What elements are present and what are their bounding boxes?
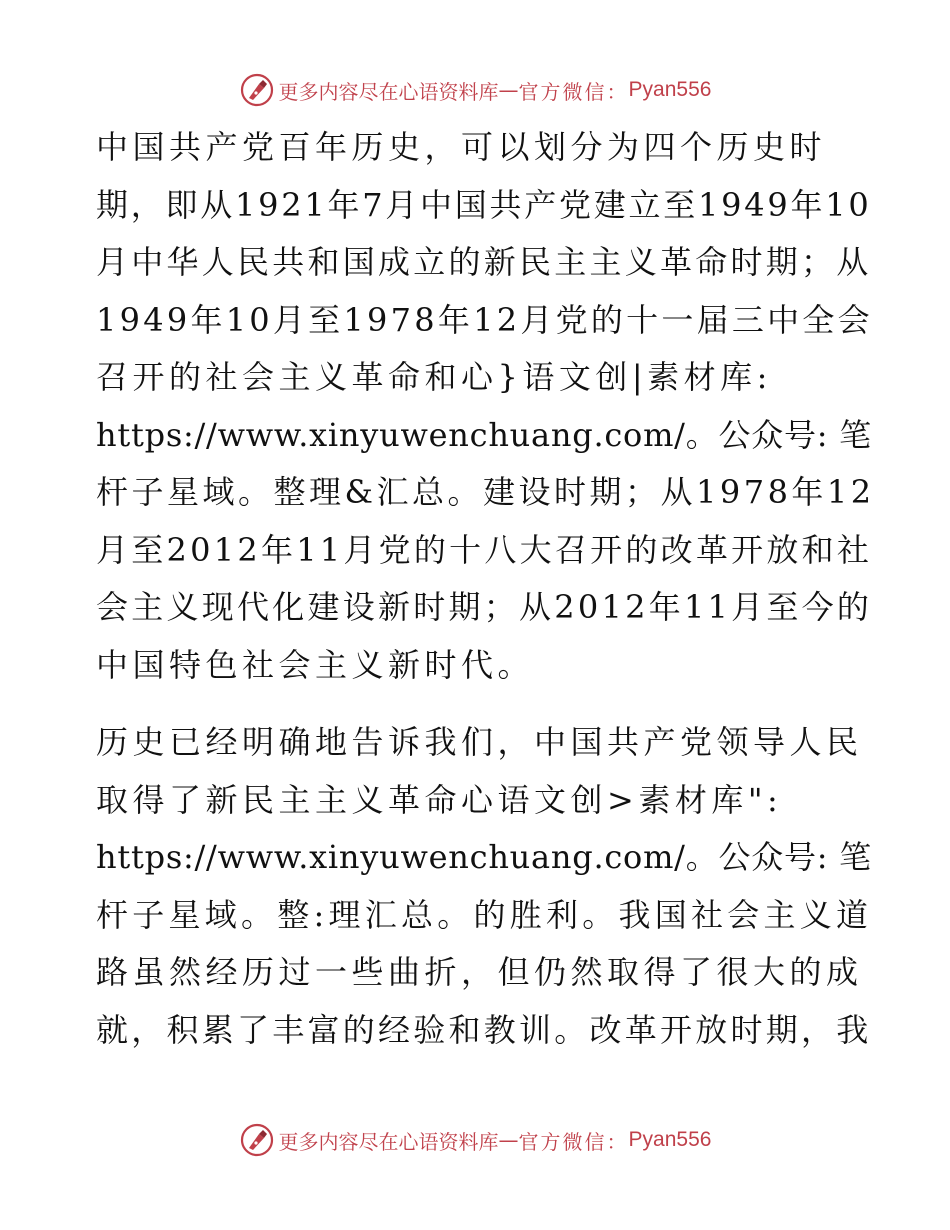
text-line: 期，即从1921年7月中国共产党建立至1949年10 bbox=[96, 186, 872, 224]
text-line: 中国特色社会主义新时代。 bbox=[96, 646, 535, 684]
text-line: 月至2012年11月党的十八大召开的改革开放和社 bbox=[96, 531, 873, 569]
text-line: 杆子星域。整理&汇总。建设时期；从1978年12 bbox=[96, 473, 875, 511]
text-line: 路虽然经历过一些曲折，但仍然取得了很大的成 bbox=[96, 953, 863, 991]
banner-separator: — bbox=[498, 78, 519, 102]
text-line: https://www.xinyuwenchuang.com/。公众号: 笔 bbox=[96, 416, 872, 454]
text-line: 会主义现代化建设新时期；从2012年11月至今的 bbox=[96, 588, 873, 626]
text-line: 杆子星域。整:理汇总。的胜利。我国社会主义道 bbox=[96, 896, 873, 934]
banner-brand-text: 更多内容尽在心语资料库 bbox=[278, 79, 499, 104]
text-line: 中国共产党百年历史，可以划分为四个历史时 bbox=[96, 128, 827, 166]
text-line: 取得了新民主主义革命心语文创>素材库": bbox=[96, 781, 783, 819]
footer-banner bbox=[0, 1120, 950, 1160]
banner-wechat-label: 官方微信： bbox=[518, 1129, 629, 1154]
header-banner bbox=[0, 70, 950, 110]
banner-wechat-id: Pyan556 bbox=[628, 1128, 712, 1151]
text-line: 就，积累了丰富的经验和教训。改革开放时期，我 bbox=[96, 1011, 872, 1049]
pen-nib-seal-logo-icon bbox=[239, 72, 275, 108]
text-line: 历史已经明确地告诉我们，中国共产党领导人民 bbox=[96, 723, 863, 761]
banner-brand-text: 更多内容尽在心语资料库 bbox=[278, 1129, 499, 1154]
banner-wechat-label: 官方微信： bbox=[518, 79, 629, 104]
banner-wechat-id: Pyan556 bbox=[628, 78, 712, 101]
text-line: https://www.xinyuwenchuang.com/。公众号: 笔 bbox=[96, 838, 872, 876]
text-line: 月中华人民共和国成立的新民主主义革命时期；从 bbox=[96, 243, 872, 281]
pen-nib-seal-logo-icon bbox=[239, 1122, 275, 1158]
banner-separator: — bbox=[498, 1128, 519, 1152]
text-line: 召开的社会主义革命和心}语文创|素材库: bbox=[96, 358, 772, 396]
text-line: 1949年10月至1978年12月党的十一届三中全会 bbox=[96, 301, 873, 339]
